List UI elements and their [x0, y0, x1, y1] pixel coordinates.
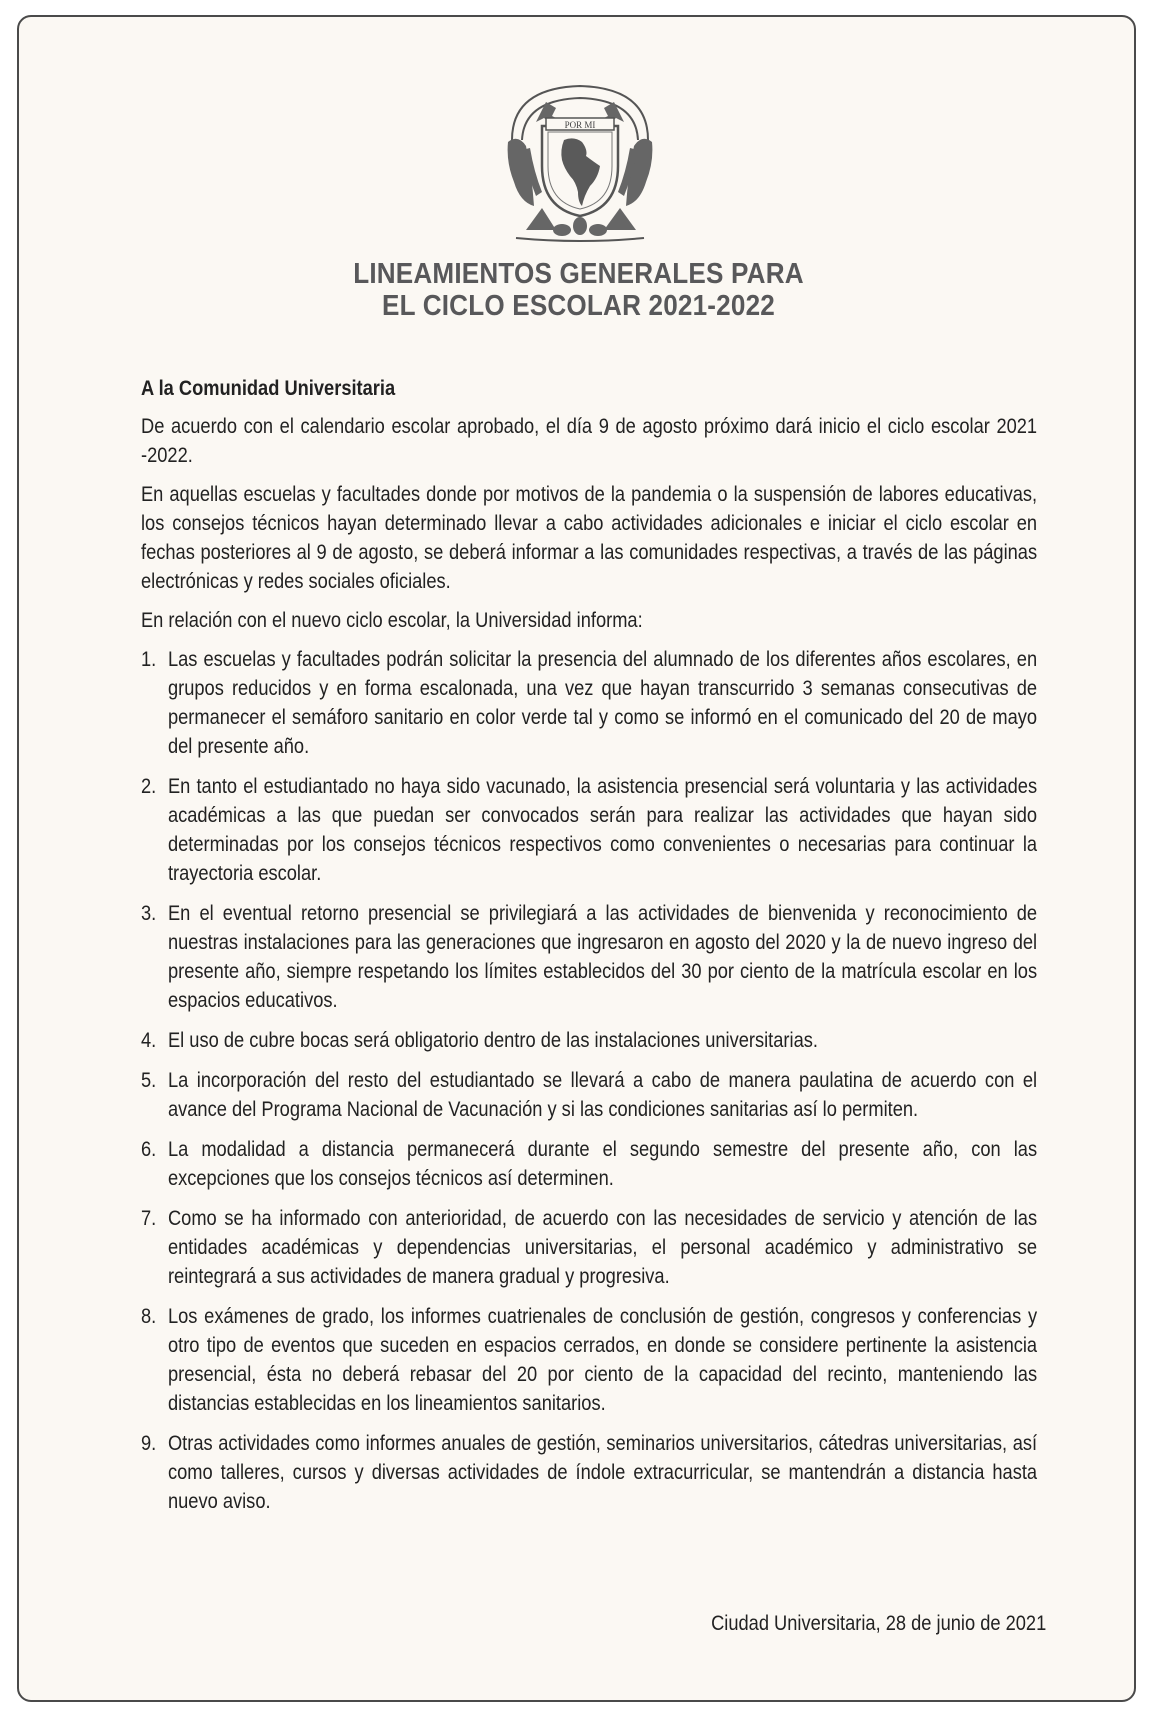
- list-item-number: 2.: [141, 775, 157, 798]
- paragraph: En aquellas escuelas y facultades donde por motivos de la pandemia o la suspensión de labores educativas, los consejos técnicos hayan determinado llevar a cabo actividades adicionales e iniciar el ciclo escolar en fechas posteriores al 9 de agosto, se deberá informar a las comunidades respectivas, a través de las páginas electrónicas y redes sociales oficiales.: [141, 483, 1038, 593]
- list-item-number: 7.: [141, 1207, 157, 1230]
- list-item-number: 1.: [141, 648, 157, 671]
- list-item: [141, 1204, 1037, 1291]
- document-body: [141, 374, 1037, 1527]
- list-item-text: En el eventual retorno presencial se privilegiará a las actividades de bienvenida y reconocimiento de nuestras instalaciones para las generaciones que ingresaron en agosto del 2020 y la de nuevo ingreso del presente año, siempre respetando los límites establecidos del 30 por ciento de la matrícula escolar en los espacios educativos.: [167, 902, 1038, 1012]
- list-item: [141, 1066, 1037, 1124]
- list-item-number: 3.: [141, 902, 157, 925]
- paragraph: En relación con el nuevo ciclo escolar, la Universidad informa:: [141, 609, 643, 632]
- guidelines-list: [141, 645, 1037, 1516]
- list-item-number: 6.: [141, 1138, 157, 1161]
- place-and-date: Ciudad Universitaria, 28 de junio de 2021: [710, 1612, 1046, 1635]
- list-item-text: Los exámenes de grado, los informes cuatrienales de conclusión de gestión, congresos y conferencias y otro tipo de eventos que suceden en espacios cerrados, en donde se considere pertinente la asistencia presencial, ésta no deberá rebasar del 20 por ciento de la capacidad del recinto, manteniendo las distancias establecidas en los lineamientos sanitarios.: [167, 1305, 1038, 1415]
- list-item-number: 9.: [141, 1432, 157, 1455]
- list-item: [141, 772, 1037, 888]
- list-item: [141, 1135, 1037, 1193]
- list-item: [141, 1302, 1037, 1418]
- seal-motto-fragment: POR MI: [564, 120, 596, 130]
- list-item-number: 4.: [141, 1029, 157, 1052]
- list-item: [141, 1026, 1037, 1055]
- title-line-2: EL CICLO ESCOLAR 2021-2022: [382, 290, 775, 322]
- list-item-text: Otras actividades como informes anuales de gestión, seminarios universitarios, cátedras universitarias, así como talleres, cursos y diversas actividades de índole extracurricular, se mantendrán a distancia hasta nuevo aviso.: [167, 1432, 1038, 1513]
- salutation: A la Comunidad Universitaria: [141, 377, 396, 400]
- list-item: [141, 645, 1037, 761]
- unam-seal-logo: [502, 80, 658, 244]
- list-item-number: 5.: [141, 1069, 157, 1092]
- title-line-1: LINEAMIENTOS GENERALES PARA: [353, 258, 804, 290]
- list-item-number: 8.: [141, 1305, 157, 1328]
- document-title: [58, 258, 1099, 322]
- list-item-text: En tanto el estudiantado no haya sido vacunado, la asistencia presencial será voluntaria y las actividades académicas a las que puedan ser convocados serán para realizar las actividades que hayan sido determinadas por los consejos técnicos respectivos como convenientes o necesarias para continuar la trayectoria escolar.: [167, 775, 1038, 885]
- list-item-text: Las escuelas y facultades podrán solicitar la presencia del alumnado de los diferentes años escolares, en grupos reducidos y en forma escalonada, una vez que hayan transcurrido 3 semanas consecutivas de permanecer el semáforo sanitario en color verde tal y como se informó en el comunicado del 20 de mayo del presente año.: [167, 648, 1038, 758]
- list-item-text: Como se ha informado con anterioridad, de acuerdo con las necesidades de servicio y atención de las entidades académicas y dependencias universitarias, el personal académico y administrativo se reintegrará a sus actividades de manera gradual y progresiva.: [167, 1207, 1038, 1288]
- list-item: [141, 899, 1037, 1015]
- paragraph: De acuerdo con el calendario escolar aprobado, el día 9 de agosto próximo dará inicio el ciclo escolar 2021 -2022.: [141, 415, 1038, 467]
- list-item: [141, 1429, 1037, 1516]
- list-item-text: El uso de cubre bocas será obligatorio dentro de las instalaciones universitarias.: [167, 1029, 818, 1052]
- list-item-text: La incorporación del resto del estudiantado se llevará a cabo de manera paulatina de acuerdo con el avance del Programa Nacional de Vacunación y si las condiciones sanitarias así lo permiten.: [167, 1069, 1038, 1121]
- list-item-text: La modalidad a distancia permanecerá durante el segundo semestre del presente año, con las excepciones que los consejos técnicos así determinen.: [167, 1138, 1038, 1190]
